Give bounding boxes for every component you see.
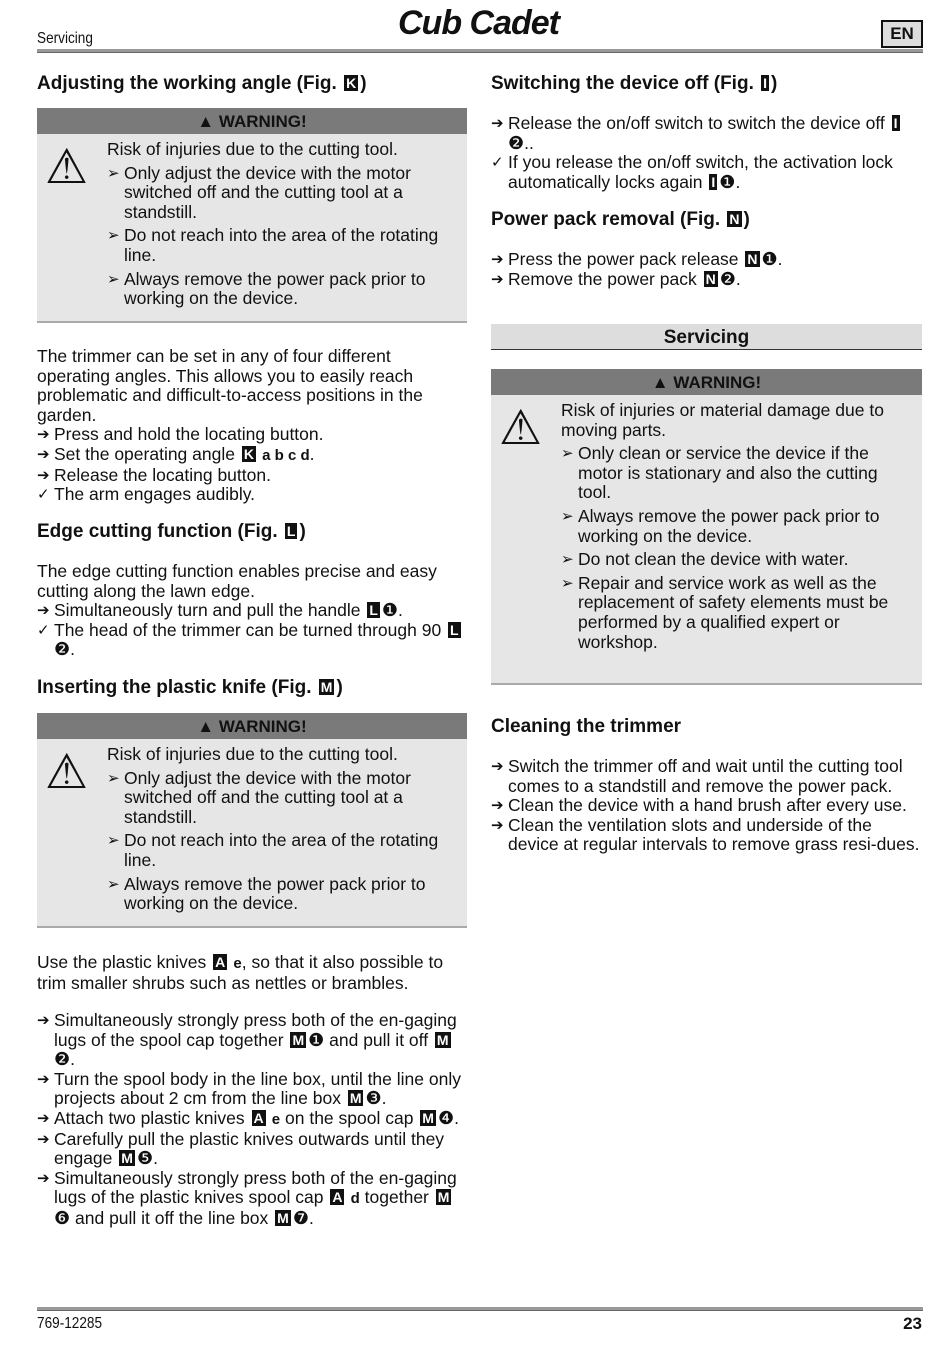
list-item xyxy=(561,507,914,546)
text-segment: Adjusting the working angle (Fig. xyxy=(37,73,343,94)
list-item-text xyxy=(508,796,907,816)
page-number: 23 xyxy=(903,1314,922,1333)
warning-title: WARNING! xyxy=(218,112,307,131)
heading-edge-cutting xyxy=(37,521,306,543)
text-segment: Turn the spool body in the line box, until the line only projects about 2 cm from the line box xyxy=(54,1068,461,1109)
text-segment: together xyxy=(359,1187,434,1208)
list-item xyxy=(491,816,921,855)
list-item-text xyxy=(37,347,467,425)
step-number: ❺ xyxy=(136,1148,154,1169)
arrow-icon: ➔ xyxy=(491,251,504,268)
servicing-section-title: Servicing xyxy=(491,324,922,350)
list-item-text xyxy=(508,250,783,270)
figure-badge: K xyxy=(243,445,254,462)
text-segment: . xyxy=(777,249,783,269)
part-letters: e xyxy=(267,1110,281,1128)
list-item xyxy=(561,550,914,570)
list-item-text xyxy=(37,953,467,993)
figure-badge: I xyxy=(711,173,716,190)
list-item-text xyxy=(124,831,459,870)
text-segment: , so that it also possible to trim smaller shrubs such as nettles or brambles. xyxy=(37,952,444,993)
heading-power-pack xyxy=(491,209,750,231)
arrow-icon: ➔ xyxy=(37,445,50,463)
text-segment: The arm engages audibly. xyxy=(54,484,256,505)
part-letters: d xyxy=(346,1190,360,1208)
bullet-arrow-icon: ➢ xyxy=(561,574,574,592)
figure-badge: M xyxy=(121,1150,133,1167)
warning-header xyxy=(37,713,467,739)
arrow-icon: ➔ xyxy=(491,797,504,815)
text-segment: Do not reach into the area of the rotating line. xyxy=(124,830,439,870)
working-angle-text xyxy=(37,347,467,505)
text-segment: Switching the device off (Fig. xyxy=(491,73,760,94)
step-number: ❷ xyxy=(54,639,71,660)
list-item xyxy=(561,401,914,440)
text-segment: Do not clean the device with water. xyxy=(578,549,849,570)
list-item-text xyxy=(578,444,914,503)
list-item xyxy=(107,875,459,914)
heading-working-angle xyxy=(37,73,367,95)
part-letters: e xyxy=(229,955,242,972)
list-item xyxy=(491,757,921,796)
list-item-text xyxy=(578,574,914,652)
text-segment: . xyxy=(454,1107,459,1128)
text-segment: .. xyxy=(524,132,534,153)
list-item xyxy=(37,466,467,486)
text-segment: Only adjust the device with the motor switched off and the cutting tool at a standstill. xyxy=(124,162,411,222)
header-section: Servicing xyxy=(37,30,93,47)
figure-badge: A xyxy=(253,1109,264,1126)
text-segment: The trimmer can be set in any of four different operating angles. This allows you to easily reach problematic and difficult-to-access positions in the garden. xyxy=(37,346,423,425)
text-segment: . xyxy=(70,639,76,660)
list-item-text xyxy=(54,601,403,621)
list-item xyxy=(491,153,921,192)
list-item xyxy=(107,164,459,223)
step-number: ❹ xyxy=(437,1107,455,1128)
step-number: ❻ xyxy=(54,1207,71,1228)
list-item-text xyxy=(508,816,921,855)
arrow-icon: ➔ xyxy=(37,602,50,620)
warning-header xyxy=(491,369,922,395)
step-number: ❷ xyxy=(719,268,736,289)
text-segment: . xyxy=(735,268,741,289)
step-number: ❷ xyxy=(508,132,525,153)
power-pack-text xyxy=(491,250,921,289)
figure-badge: M xyxy=(277,1209,289,1226)
list-item xyxy=(491,250,921,270)
text-segment: Risk of injuries or material damage due to moving parts. xyxy=(561,400,884,440)
figure-badge: L xyxy=(286,523,296,539)
list-item-text xyxy=(578,507,914,546)
text-segment: Simultaneously strongly press both of the en-gaging lugs of the spool cap together xyxy=(54,1010,457,1050)
list-item-text xyxy=(124,164,459,223)
text-segment: . xyxy=(735,171,741,192)
step-number: ❸ xyxy=(365,1088,382,1109)
figure-badge: M xyxy=(349,1090,362,1107)
list-item xyxy=(37,1070,467,1109)
list-item xyxy=(491,270,921,290)
list-item xyxy=(561,444,914,503)
figure-badge: M xyxy=(292,1031,305,1048)
text-segment: Simultaneously strongly press both of the en-gaging lugs of the plastic knives spool cap xyxy=(54,1167,457,1208)
list-item-text xyxy=(54,1169,467,1229)
warning-hazard-icon: ⚠ xyxy=(499,402,543,455)
check-icon: ✓ xyxy=(37,486,50,504)
list-item-text xyxy=(54,445,315,466)
list-item xyxy=(561,574,914,652)
text-segment: . xyxy=(309,443,315,464)
text-segment: ) xyxy=(360,73,367,94)
cleaning-text xyxy=(491,757,921,855)
list-item-text xyxy=(54,1130,467,1169)
cub-cadet-logo: Cub Cadet xyxy=(398,4,559,42)
arrow-icon: ➔ xyxy=(37,1012,50,1029)
list-item xyxy=(37,485,467,505)
language-badge: EN xyxy=(881,20,923,48)
heading-plastic-knife xyxy=(37,677,343,699)
list-item-text xyxy=(561,401,914,440)
figure-badge: A xyxy=(215,954,226,970)
text-segment: ) xyxy=(743,209,750,230)
switch-off-text xyxy=(491,114,921,192)
text-segment: and pull it off xyxy=(324,1029,433,1050)
warning-body xyxy=(37,739,467,914)
figure-badge: A xyxy=(332,1189,343,1206)
step-number: ❶ xyxy=(308,1029,325,1050)
bullet-arrow-icon: ➢ xyxy=(561,551,574,569)
step-number: ❼ xyxy=(292,1207,309,1228)
text-segment: Risk of injuries due to the cutting tool. xyxy=(107,744,398,764)
list-item xyxy=(107,769,459,828)
text-segment: Set the operating angle xyxy=(54,443,240,464)
warning-box xyxy=(37,713,467,928)
step-number: ❶ xyxy=(761,249,778,269)
text-segment: Clean the ventilation slots and underside of the device at regular intervals to remove grass resi-dues. xyxy=(508,814,920,855)
list-item-text xyxy=(508,270,741,290)
heading-cleaning xyxy=(491,716,681,738)
text-segment: . xyxy=(153,1148,158,1169)
warning-hazard-icon: ⚠ xyxy=(45,746,89,799)
text-segment: Only adjust the device with the motor switched off and the cutting tool at a standstill. xyxy=(124,767,411,827)
figure-badge: M xyxy=(436,1031,449,1048)
bullet-arrow-icon: ➢ xyxy=(561,445,574,463)
arrow-icon: ➔ xyxy=(491,270,504,288)
list-item xyxy=(107,226,459,265)
list-item-text xyxy=(37,562,467,601)
arrow-icon: ➔ xyxy=(37,1109,50,1127)
document-number: 769-12285 xyxy=(37,1315,103,1332)
part-letters: a b c d xyxy=(257,446,310,464)
figure-badge: M xyxy=(320,679,333,695)
warning-triangle-icon: ▲ xyxy=(197,717,219,736)
step-number: ❶ xyxy=(719,171,736,192)
text-segment: Clean the device with a hand brush after every use. xyxy=(508,795,907,816)
text-segment: Switch the trimmer off and wait until the cutting tool comes to a standstill and remove the power pack. xyxy=(508,756,903,796)
list-item xyxy=(37,562,467,601)
list-item xyxy=(37,621,467,660)
text-segment: Attach two plastic knives xyxy=(54,1107,250,1128)
warning-title: WARNING! xyxy=(673,373,762,392)
figure-badge: I xyxy=(893,115,898,131)
text-segment: . xyxy=(70,1049,76,1070)
text-segment: Power pack removal (Fig. xyxy=(491,209,726,230)
list-item xyxy=(491,796,921,816)
list-item-text xyxy=(54,1109,459,1130)
arrow-icon: ➔ xyxy=(37,1169,50,1187)
text-segment: Use the plastic knives xyxy=(37,952,212,972)
figure-badge: I xyxy=(763,75,768,91)
list-item xyxy=(37,347,467,425)
text-segment: Simultaneously turn and pull the handle xyxy=(54,600,366,621)
text-segment: Edge cutting function (Fig. xyxy=(37,521,283,542)
plastic-knife-steps xyxy=(37,1011,467,1229)
text-segment: Do not reach into the area of the rotating line. xyxy=(124,225,439,265)
bullet-arrow-icon: ➢ xyxy=(107,227,120,245)
heading-switch-off xyxy=(491,73,777,95)
list-item-text xyxy=(124,875,459,914)
list-item-text xyxy=(508,114,921,153)
text-segment: ) xyxy=(299,521,306,542)
list-item-text xyxy=(107,745,398,765)
warning-title: WARNING! xyxy=(218,717,307,736)
text-segment: . xyxy=(398,600,403,621)
text-segment: Inserting the plastic knife (Fig. xyxy=(37,677,317,698)
text-segment: The edge cutting function enables precise and easy cutting along the lawn edge. xyxy=(37,561,437,601)
bullet-arrow-icon: ➢ xyxy=(107,769,120,787)
warning-triangle-icon: ▲ xyxy=(651,373,674,392)
text-segment: The head of the trimmer can be turned through 90 xyxy=(54,619,447,640)
text-segment: Only clean or service the device if the motor is stationary and also the cutting tool. xyxy=(578,443,878,503)
text-segment: Risk of injuries due to the cutting tool. xyxy=(107,139,398,159)
list-item xyxy=(107,270,459,309)
plastic-knife-intro xyxy=(37,953,467,993)
list-item-text xyxy=(124,226,459,265)
bullet-arrow-icon: ➢ xyxy=(561,507,574,525)
edge-cutting-text xyxy=(37,562,467,660)
text-segment: Remove the power pack xyxy=(508,268,702,289)
list-item-text xyxy=(54,1011,467,1070)
list-item xyxy=(37,1011,467,1070)
text-segment: Press the power pack release xyxy=(508,249,744,269)
arrow-icon: ➔ xyxy=(37,1130,50,1148)
list-item-text xyxy=(124,769,459,828)
list-item-text xyxy=(508,153,921,192)
figure-badge: N xyxy=(705,270,716,287)
figure-badge: L xyxy=(450,621,459,638)
list-item-text xyxy=(54,425,324,445)
list-item-text xyxy=(54,621,467,660)
text-segment: ) xyxy=(336,677,343,698)
arrow-icon: ➔ xyxy=(491,115,504,132)
list-item xyxy=(37,425,467,445)
text-segment: on the spool cap xyxy=(280,1107,419,1128)
list-item xyxy=(37,953,467,993)
list-item-text xyxy=(54,466,271,486)
list-item-text xyxy=(578,550,848,570)
bullet-arrow-icon: ➢ xyxy=(107,164,120,182)
figure-badge: L xyxy=(369,602,378,619)
text-segment: ) xyxy=(771,73,778,94)
text-segment: Always remove the power pack prior to working on the device. xyxy=(124,873,426,914)
list-item-text xyxy=(54,1070,467,1109)
arrow-icon: ➔ xyxy=(37,426,50,444)
check-icon: ✓ xyxy=(37,621,50,639)
check-icon: ✓ xyxy=(491,154,504,172)
list-item xyxy=(37,601,467,621)
warning-hazard-icon: ⚠ xyxy=(45,141,89,194)
warning-box xyxy=(37,108,467,323)
text-segment: . xyxy=(381,1088,387,1109)
list-item xyxy=(37,445,467,466)
bullet-arrow-icon: ➢ xyxy=(107,875,120,893)
list-item-text xyxy=(54,485,255,505)
figure-badge: M xyxy=(437,1189,450,1206)
list-item xyxy=(491,114,921,153)
text-segment: Repair and service work as well as the replacement of safety elements must be performed by a qualified expert or workshop. xyxy=(578,572,889,652)
warning-box xyxy=(491,369,922,685)
list-item xyxy=(37,1169,467,1229)
warning-body xyxy=(37,134,467,309)
figure-badge: N xyxy=(747,251,758,267)
list-item xyxy=(107,831,459,870)
text-segment: . xyxy=(308,1207,314,1228)
step-number: ❷ xyxy=(54,1049,71,1070)
text-segment: Carefully pull the plastic knives outwards until they engage xyxy=(54,1128,445,1169)
step-number: ❶ xyxy=(381,600,399,621)
header-rule xyxy=(37,49,923,53)
warning-body xyxy=(491,395,922,652)
list-item xyxy=(107,745,459,765)
list-item xyxy=(37,1130,467,1169)
list-item-text xyxy=(107,140,398,160)
text-segment: Always remove the power pack prior to working on the device. xyxy=(578,505,880,546)
arrow-icon: ➔ xyxy=(37,466,50,484)
arrow-icon: ➔ xyxy=(37,1070,50,1088)
list-item xyxy=(107,140,459,160)
list-item-text xyxy=(124,270,459,309)
figure-badge: K xyxy=(346,75,357,91)
list-item-text xyxy=(508,757,921,796)
warning-triangle-icon: ▲ xyxy=(197,112,219,131)
text-segment: Cleaning the trimmer xyxy=(491,716,682,737)
arrow-icon: ➔ xyxy=(491,816,504,834)
arrow-icon: ➔ xyxy=(491,758,504,775)
footer-rule xyxy=(37,1307,923,1311)
text-segment: Release the locating button. xyxy=(54,464,271,485)
bullet-arrow-icon: ➢ xyxy=(107,832,120,850)
text-segment: If you release the on/off switch, the activation lock automatically locks again xyxy=(508,152,893,192)
warning-header xyxy=(37,108,467,134)
list-item xyxy=(37,1109,467,1130)
text-segment: and pull it off the line box xyxy=(70,1207,274,1228)
text-segment: Release the on/off switch to switch the device off xyxy=(508,113,890,133)
text-segment: Press and hold the locating button. xyxy=(54,424,324,445)
text-segment: Always remove the power pack prior to working on the device. xyxy=(124,268,426,309)
figure-badge: M xyxy=(422,1109,434,1126)
bullet-arrow-icon: ➢ xyxy=(107,270,120,288)
figure-badge: N xyxy=(729,211,740,227)
